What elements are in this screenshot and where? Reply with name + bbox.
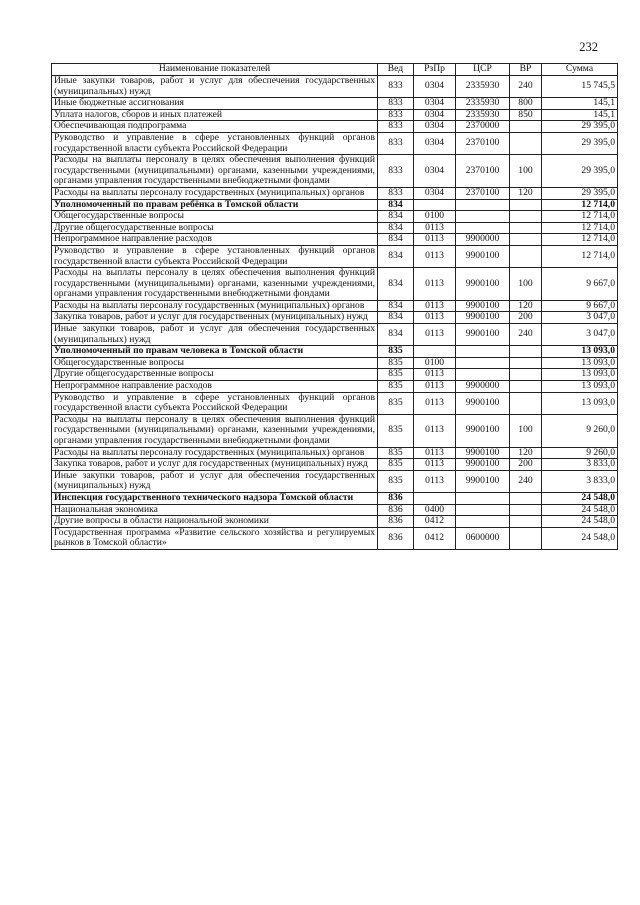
header-csr: ЦСР <box>456 64 510 76</box>
header-ved: Вед <box>378 64 414 76</box>
table-row <box>52 187 618 199</box>
table-row <box>52 447 618 459</box>
table-row <box>52 459 618 471</box>
row-rzpr: 0113 <box>414 300 456 312</box>
row-csr: 9900100 <box>456 312 510 324</box>
row-name: Руководство и управление в сфере установленных функций органов государственной власти субъекта Российской Федерации <box>52 132 378 154</box>
row-rzpr: 0304 <box>414 109 456 121</box>
row-rzpr: 0113 <box>414 381 456 393</box>
row-vr <box>510 357 542 369</box>
row-sum: 29 395,0 <box>542 121 618 133</box>
row-sum: 24 548,0 <box>542 492 618 504</box>
row-vr: 120 <box>510 447 542 459</box>
row-rzpr: 0113 <box>414 234 456 246</box>
row-sum: 13 093,0 <box>542 346 618 358</box>
row-sum: 12 714,0 <box>542 222 618 234</box>
table-row <box>52 369 618 381</box>
row-csr: 9900100 <box>456 300 510 312</box>
row-csr <box>456 211 510 223</box>
row-ved: 833 <box>378 132 414 154</box>
row-name: Руководство и управление в сфере установленных функций органов государственной власти субъекта Российской Федерации <box>52 392 378 414</box>
row-name: Иные закупки товаров, работ и услуг для обеспечения государственных (муниципальных) нужд <box>52 76 378 98</box>
table-row <box>52 109 618 121</box>
row-rzpr <box>414 492 456 504</box>
row-csr <box>456 369 510 381</box>
row-name: Руководство и управление в сфере установленных функций органов государственной власти субъекта Российской Федерации <box>52 245 378 267</box>
table-row <box>52 516 618 528</box>
row-vr <box>510 346 542 358</box>
row-name: Национальная экономика <box>52 504 378 516</box>
row-sum: 3 047,0 <box>542 324 618 346</box>
table-row <box>52 76 618 98</box>
table-row <box>52 357 618 369</box>
row-sum: 29 395,0 <box>542 132 618 154</box>
row-rzpr: 0113 <box>414 470 456 492</box>
row-ved: 835 <box>378 357 414 369</box>
row-sum: 9 667,0 <box>542 300 618 312</box>
row-vr: 850 <box>510 109 542 121</box>
row-vr <box>510 199 542 211</box>
row-rzpr: 0412 <box>414 516 456 528</box>
row-csr: 9900100 <box>456 392 510 414</box>
row-ved: 835 <box>378 392 414 414</box>
row-vr <box>510 369 542 381</box>
table-row <box>52 245 618 267</box>
row-vr: 240 <box>510 470 542 492</box>
row-rzpr: 0100 <box>414 211 456 223</box>
row-csr <box>456 492 510 504</box>
row-rzpr: 0304 <box>414 121 456 133</box>
row-name: Расходы на выплаты персоналу в целях обеспечения выполнения функций государственными (муниципальными) органами, казенными учреждениями, органами управления государственными внебюджетными фондами <box>52 155 378 188</box>
row-sum: 12 714,0 <box>542 199 618 211</box>
row-vr <box>510 222 542 234</box>
row-vr: 200 <box>510 312 542 324</box>
row-csr: 9900100 <box>456 447 510 459</box>
row-rzpr: 0304 <box>414 187 456 199</box>
row-name: Закупка товаров, работ и услуг для государственных (муниципальных) нужд <box>52 459 378 471</box>
table-row <box>52 324 618 346</box>
header-sum: Сумма <box>542 64 618 76</box>
row-csr: 2370000 <box>456 121 510 133</box>
row-vr <box>510 211 542 223</box>
row-ved: 834 <box>378 268 414 301</box>
row-rzpr: 0304 <box>414 155 456 188</box>
row-rzpr: 0100 <box>414 357 456 369</box>
row-ved: 835 <box>378 459 414 471</box>
row-name: Уплата налогов, сборов и иных платежей <box>52 109 378 121</box>
row-csr: 9900100 <box>456 324 510 346</box>
row-sum: 24 548,0 <box>542 504 618 516</box>
table-row <box>52 392 618 414</box>
table-row <box>52 268 618 301</box>
row-ved: 835 <box>378 447 414 459</box>
row-csr: 2370100 <box>456 132 510 154</box>
row-name: Расходы на выплаты персоналу в целях обеспечения выполнения функций государственными (муниципальными) органами, казенными учреждениями, органами управления государственными внебюджетными фондами <box>52 414 378 447</box>
row-rzpr: 0113 <box>414 312 456 324</box>
table-header-row <box>52 64 618 76</box>
row-name: Обеспечивающая подпрограмма <box>52 121 378 133</box>
row-vr: 800 <box>510 98 542 110</box>
table-row <box>52 121 618 133</box>
row-csr: 2370100 <box>456 187 510 199</box>
row-rzpr: 0400 <box>414 504 456 516</box>
row-vr: 100 <box>510 268 542 301</box>
table-row <box>52 98 618 110</box>
row-sum: 13 093,0 <box>542 357 618 369</box>
row-rzpr: 0304 <box>414 98 456 110</box>
row-vr <box>510 381 542 393</box>
row-ved: 836 <box>378 504 414 516</box>
row-vr <box>510 121 542 133</box>
row-csr: 0600000 <box>456 527 510 549</box>
row-sum: 12 714,0 <box>542 234 618 246</box>
row-rzpr: 0412 <box>414 527 456 549</box>
row-vr: 100 <box>510 155 542 188</box>
row-csr <box>456 504 510 516</box>
row-name: Расходы на выплаты персоналу государственных (муниципальных) органов <box>52 447 378 459</box>
row-csr: 2370100 <box>456 155 510 188</box>
table-row <box>52 300 618 312</box>
row-sum: 29 395,0 <box>542 187 618 199</box>
row-name: Расходы на выплаты персоналу государственных (муниципальных) органов <box>52 300 378 312</box>
row-sum: 13 093,0 <box>542 392 618 414</box>
row-csr: 9900100 <box>456 470 510 492</box>
table-row <box>52 132 618 154</box>
row-ved: 835 <box>378 381 414 393</box>
header-name: Наименование показателей <box>52 64 378 76</box>
row-vr <box>510 504 542 516</box>
page-number: 232 <box>579 40 598 54</box>
row-name: Закупка товаров, работ и услуг для государственных (муниципальных) нужд <box>52 312 378 324</box>
table-row <box>52 234 618 246</box>
row-name: Государственная программа «Развитие сельского хозяйства и регулируемых рынков в Томской области» <box>52 527 378 549</box>
row-ved: 834 <box>378 312 414 324</box>
row-rzpr: 0113 <box>414 222 456 234</box>
table-row <box>52 199 618 211</box>
row-csr: 9900100 <box>456 245 510 267</box>
row-ved: 835 <box>378 369 414 381</box>
row-ved: 833 <box>378 109 414 121</box>
row-rzpr <box>414 346 456 358</box>
row-ved: 833 <box>378 187 414 199</box>
row-name: Расходы на выплаты персоналу в целях обеспечения выполнения функций государственными (муниципальными) органами, казенными учреждениями, органами управления государственными внебюджетными фондами <box>52 268 378 301</box>
row-name: Иные закупки товаров, работ и услуг для обеспечения государственных (муниципальных) нужд <box>52 470 378 492</box>
table-row <box>52 211 618 223</box>
table-row <box>52 312 618 324</box>
table-row <box>52 504 618 516</box>
row-name: Иные закупки товаров, работ и услуг для обеспечения государственных (муниципальных) нужд <box>52 324 378 346</box>
row-vr <box>510 234 542 246</box>
table-row <box>52 527 618 549</box>
row-ved: 835 <box>378 346 414 358</box>
row-sum: 29 395,0 <box>542 155 618 188</box>
row-rzpr: 0113 <box>414 245 456 267</box>
row-rzpr: 0113 <box>414 392 456 414</box>
row-rzpr: 0304 <box>414 132 456 154</box>
row-sum: 15 745,5 <box>542 76 618 98</box>
row-sum: 3 833,0 <box>542 459 618 471</box>
row-ved: 836 <box>378 527 414 549</box>
row-ved: 834 <box>378 199 414 211</box>
row-vr: 120 <box>510 187 542 199</box>
row-sum: 9 260,0 <box>542 414 618 447</box>
table-row <box>52 155 618 188</box>
row-csr <box>456 357 510 369</box>
row-sum: 9 667,0 <box>542 268 618 301</box>
row-vr: 200 <box>510 459 542 471</box>
row-csr: 9900000 <box>456 234 510 246</box>
row-rzpr: 0113 <box>414 459 456 471</box>
row-vr <box>510 392 542 414</box>
row-csr <box>456 346 510 358</box>
row-name: Непрограммное направление расходов <box>52 234 378 246</box>
row-ved: 836 <box>378 492 414 504</box>
row-vr <box>510 527 542 549</box>
row-vr: 240 <box>510 76 542 98</box>
row-ved: 834 <box>378 245 414 267</box>
row-vr <box>510 492 542 504</box>
table-row <box>52 346 618 358</box>
row-csr <box>456 516 510 528</box>
row-csr: 2335930 <box>456 109 510 121</box>
row-ved: 835 <box>378 470 414 492</box>
row-name: Уполномоченный по правам ребёнка в Томской области <box>52 199 378 211</box>
row-csr: 9900000 <box>456 381 510 393</box>
row-rzpr: 0304 <box>414 76 456 98</box>
row-ved: 833 <box>378 98 414 110</box>
row-rzpr: 0113 <box>414 324 456 346</box>
row-rzpr: 0113 <box>414 414 456 447</box>
row-sum: 24 548,0 <box>542 527 618 549</box>
table-row <box>52 222 618 234</box>
row-csr <box>456 222 510 234</box>
row-csr: 2335930 <box>456 76 510 98</box>
row-name: Расходы на выплаты персоналу государственных (муниципальных) органов <box>52 187 378 199</box>
row-sum: 3 833,0 <box>542 470 618 492</box>
row-ved: 834 <box>378 222 414 234</box>
row-ved: 833 <box>378 76 414 98</box>
row-ved: 834 <box>378 300 414 312</box>
table-row <box>52 381 618 393</box>
table-row <box>52 470 618 492</box>
row-sum: 12 714,0 <box>542 245 618 267</box>
row-rzpr <box>414 199 456 211</box>
row-rzpr: 0113 <box>414 369 456 381</box>
row-ved: 834 <box>378 211 414 223</box>
row-sum: 145,1 <box>542 109 618 121</box>
row-name: Другие общегосударственные вопросы <box>52 369 378 381</box>
row-name: Общегосударственные вопросы <box>52 211 378 223</box>
row-sum: 3 047,0 <box>542 312 618 324</box>
row-csr: 9900100 <box>456 414 510 447</box>
row-csr: 9900100 <box>456 268 510 301</box>
row-csr: 2335930 <box>456 98 510 110</box>
row-vr: 240 <box>510 324 542 346</box>
row-name: Иные бюджетные ассигнования <box>52 98 378 110</box>
table-row <box>52 492 618 504</box>
row-name: Другие вопросы в области национальной экономики <box>52 516 378 528</box>
row-name: Другие общегосударственные вопросы <box>52 222 378 234</box>
header-vr: ВР <box>510 64 542 76</box>
row-sum: 24 548,0 <box>542 516 618 528</box>
row-name: Инспекция государственного технического надзора Томской области <box>52 492 378 504</box>
row-ved: 835 <box>378 414 414 447</box>
row-vr <box>510 132 542 154</box>
row-ved: 834 <box>378 234 414 246</box>
row-vr: 100 <box>510 414 542 447</box>
row-ved: 834 <box>378 324 414 346</box>
row-sum: 13 093,0 <box>542 381 618 393</box>
header-rzpr: РзПр <box>414 64 456 76</box>
row-sum: 145,1 <box>542 98 618 110</box>
row-rzpr: 0113 <box>414 268 456 301</box>
row-rzpr: 0113 <box>414 447 456 459</box>
row-vr: 120 <box>510 300 542 312</box>
row-vr <box>510 516 542 528</box>
row-csr: 9900100 <box>456 459 510 471</box>
row-name: Уполномоченный по правам человека в Томской области <box>52 346 378 358</box>
row-ved: 836 <box>378 516 414 528</box>
row-ved: 833 <box>378 155 414 188</box>
row-sum: 12 714,0 <box>542 211 618 223</box>
budget-table <box>51 63 618 550</box>
row-ved: 833 <box>378 121 414 133</box>
row-sum: 13 093,0 <box>542 369 618 381</box>
row-sum: 9 260,0 <box>542 447 618 459</box>
row-name: Общегосударственные вопросы <box>52 357 378 369</box>
row-name: Непрограммное направление расходов <box>52 381 378 393</box>
table-row <box>52 414 618 447</box>
row-csr <box>456 199 510 211</box>
row-vr <box>510 245 542 267</box>
